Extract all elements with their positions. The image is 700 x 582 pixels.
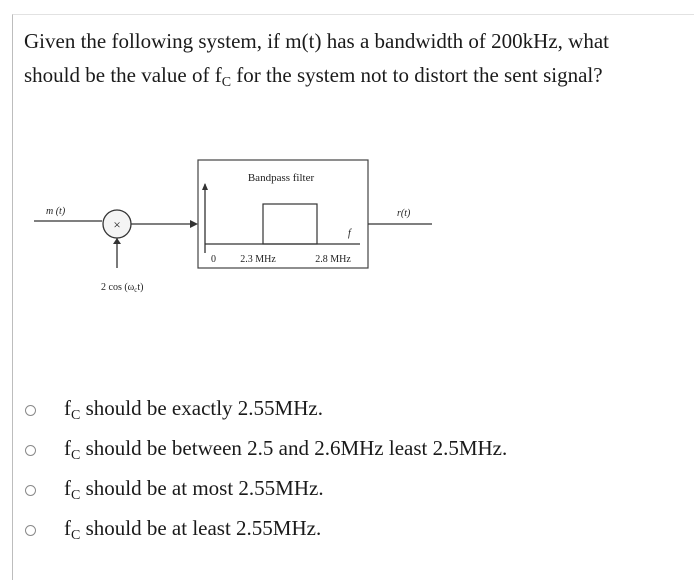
question-line-2-end: for the system not to distort the sent signal? bbox=[231, 63, 603, 87]
carrier-label: 2 $\cos (\omega_ct)$ bbox=[101, 282, 144, 294]
output-label: r(t) bbox=[397, 208, 411, 219]
tick-high-frequency: 2.8 MHz bbox=[315, 254, 351, 265]
option-3[interactable] bbox=[22, 472, 622, 508]
option-4-radio[interactable] bbox=[25, 525, 36, 536]
tick-low-frequency: 2.3 MHz bbox=[240, 254, 276, 265]
option-4-label: $f_C$ should be at least 2.55MHz. bbox=[64, 516, 322, 543]
option-4[interactable] bbox=[22, 512, 622, 548]
option-2[interactable] bbox=[22, 432, 622, 468]
mixer-output-arrowhead bbox=[190, 220, 198, 228]
option-3-label: $f_C$ should be at most 2.55MHz. bbox=[64, 476, 324, 503]
input-label: m (t) bbox=[46, 206, 66, 217]
fc-subscript: C bbox=[221, 75, 232, 90]
frequency-axis-label: f bbox=[348, 228, 351, 239]
option-2-radio[interactable] bbox=[25, 445, 36, 456]
option-1-label: $f_C$ should be exactly 2.55MHz. bbox=[64, 396, 323, 423]
question-line-2-start: should be the value of f bbox=[24, 63, 222, 87]
tick-zero: 0 bbox=[211, 254, 216, 265]
option-3-radio[interactable] bbox=[25, 485, 36, 496]
option-2-label: $f_C$ should be between 2.5 and 2.6MHz least 2.5MHz. bbox=[64, 436, 508, 463]
filter-title: Bandpass filter bbox=[247, 172, 315, 184]
option-1[interactable] bbox=[22, 392, 622, 428]
mixer-symbol: × bbox=[113, 217, 121, 232]
carrier-arrowhead bbox=[113, 238, 121, 244]
question-line-1: Given the following system, if m(t) has a bandwidth of 200kHz, what bbox=[24, 29, 609, 53]
option-1-radio[interactable] bbox=[25, 405, 36, 416]
